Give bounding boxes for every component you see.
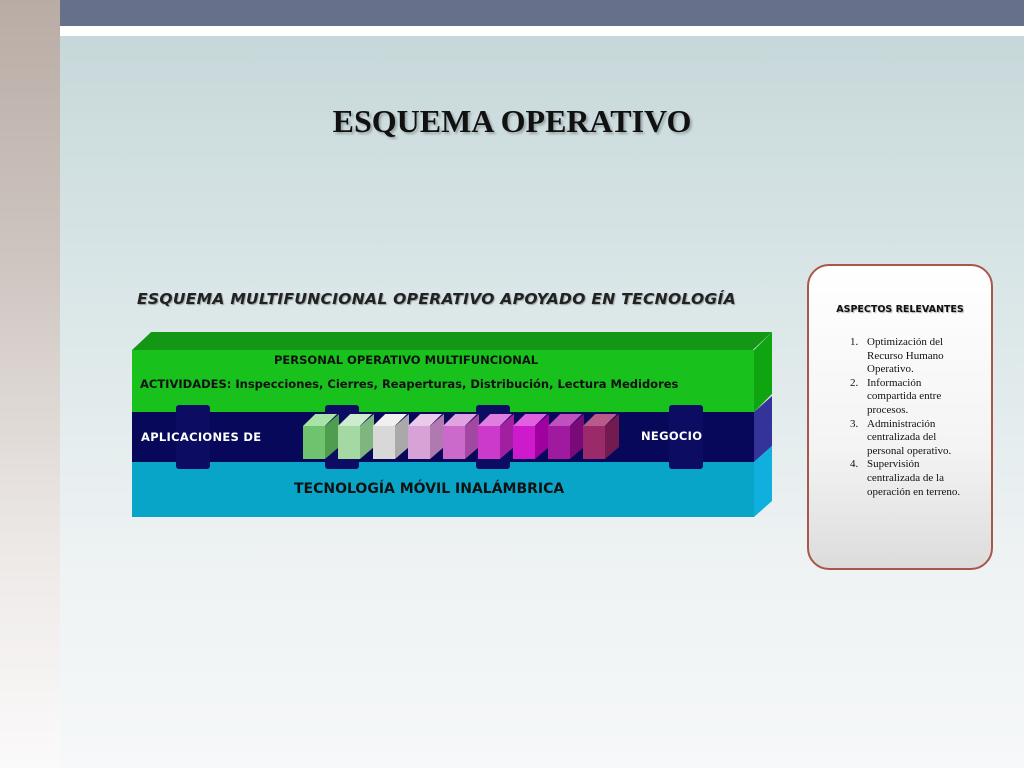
block-cube — [478, 414, 514, 459]
list-item: 1. Optimización del Recurso Humano Operativo. — [861, 336, 971, 377]
block-cube — [303, 414, 339, 459]
diagram-subtitle: ESQUEMA MULTIFUNCIONAL OPERATIVO APOYADO EN TECNOLOGÍA — [137, 290, 736, 308]
top-header-bar — [60, 0, 1024, 26]
cube-face — [338, 426, 360, 459]
list-item: 2. Información compartida entre procesos. — [861, 377, 971, 418]
top-divider-line — [60, 26, 1024, 36]
cube-face — [513, 426, 535, 459]
block-cube — [513, 414, 549, 459]
list-item: 4. Supervisión centralizada de la operación en terreno. — [861, 458, 971, 499]
block-cube — [583, 414, 619, 459]
cube-face — [548, 426, 570, 459]
cube-face — [303, 426, 325, 459]
slide-title: ESQUEMA OPERATIVO — [332, 103, 692, 139]
actividades-label: ACTIVIDADES: Inspecciones, Cierres, Reaperturas, Distribución, Lectura Medidores — [140, 377, 679, 391]
cube-face — [408, 426, 430, 459]
green-layer-top — [132, 332, 772, 350]
panel-heading: ASPECTOS RELEVANTES — [836, 304, 964, 315]
cube-face — [373, 426, 395, 459]
cube-face — [478, 426, 500, 459]
list-item: 3. Administración centralizada del personal operativo. — [861, 418, 971, 459]
personal-label: PERSONAL OPERATIVO MULTIFUNCIONAL — [274, 353, 539, 367]
block-cube — [548, 414, 584, 459]
aspects-list — [817, 336, 971, 499]
tecnologia-label: TECNOLOGÍA MÓVIL INALÁMBRICA — [294, 481, 565, 497]
aplicaciones-label: APLICACIONES DE — [141, 430, 262, 444]
cube-face — [583, 426, 605, 459]
cube-face — [443, 426, 465, 459]
block-cube — [373, 414, 409, 459]
aspects-panel — [807, 264, 993, 570]
negocio-label: NEGOCIO — [641, 429, 703, 443]
block-cube — [408, 414, 444, 459]
block-cube — [338, 414, 374, 459]
block-cube — [443, 414, 479, 459]
